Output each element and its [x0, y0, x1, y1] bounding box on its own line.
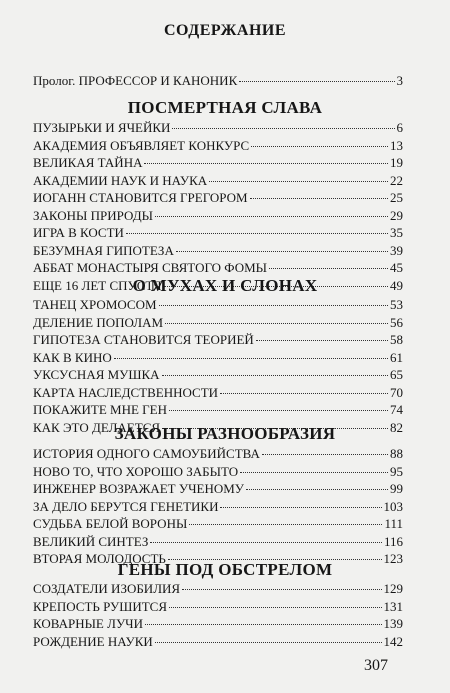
- entry-page: 123: [383, 551, 403, 566]
- entry-page: 65: [390, 367, 403, 382]
- dot-leader: [189, 524, 382, 525]
- toc-entry: [33, 445, 403, 463]
- entry-page: 129: [383, 581, 403, 596]
- entry-title: ЗАКОНЫ ПРИРОДЫ: [33, 207, 153, 223]
- dot-leader: [169, 607, 382, 608]
- entry-title: ИСТОРИЯ ОДНОГО САМОУБИЙСТВА: [33, 446, 260, 461]
- toc-title: СОДЕРЖАНИЕ: [163, 22, 287, 39]
- entry-page: 29: [390, 207, 403, 223]
- entry-page: 131: [383, 598, 403, 614]
- dot-leader: [114, 358, 388, 359]
- entry-title: АКАДЕМИИ НАУК И НАУКА: [33, 172, 208, 188]
- section-entries: [33, 296, 403, 436]
- entry-page: 13: [390, 137, 403, 153]
- toc-entry: [33, 154, 403, 172]
- dot-leader: [155, 642, 382, 643]
- toc-entry: [33, 119, 403, 137]
- entry-title: УКСУСНАЯ МУШКА: [33, 367, 160, 382]
- toc-entry: [33, 498, 403, 516]
- toc-entry: [33, 314, 403, 332]
- dot-leader: [162, 375, 388, 376]
- toc-entry: [33, 384, 403, 402]
- entry-page: 25: [390, 190, 403, 205]
- entry-page: 39: [390, 242, 403, 258]
- section-heading: ГЕНЫ ПОД ОБСТРЕЛОМ: [117, 560, 333, 579]
- entry-page: 88: [390, 446, 403, 461]
- dot-leader: [239, 81, 394, 82]
- entry-title: ПУЗЫРЬКИ И ЯЧЕЙКИ: [33, 120, 171, 135]
- dot-leader: [172, 128, 394, 129]
- entry-page: 56: [390, 314, 403, 330]
- dot-leader: [250, 198, 388, 199]
- entry-title: КРЕПОСТЬ РУШИТСЯ: [33, 598, 167, 614]
- entry-page: 45: [390, 260, 403, 275]
- entry-title: Пролог. ПРОФЕССОР И КАНОНИК: [33, 73, 238, 88]
- dot-leader: [150, 542, 382, 543]
- dot-leader: [165, 323, 388, 324]
- entry-title: ПОКАЖИТЕ МНЕ ГЕН: [33, 402, 167, 417]
- entry-page: 19: [390, 155, 403, 170]
- entry-title: ВЕЛИКИЙ СИНТЕЗ: [33, 533, 149, 549]
- toc-entry: [33, 259, 403, 277]
- entry-title: ГИПОТЕЗА СТАНОВИТСЯ ТЕОРИЕЙ: [33, 332, 254, 347]
- dot-leader: [155, 216, 388, 217]
- dot-leader: [145, 624, 382, 625]
- toc-entry: [33, 533, 403, 551]
- entry-title: СУДЬБА БЕЛОЙ ВОРОНЫ: [33, 516, 188, 531]
- entry-title: АББАТ МОНАСТЫРЯ СВЯТОГО ФОМЫ: [33, 260, 268, 275]
- entry-page: 49: [390, 277, 403, 293]
- dot-leader: [169, 410, 388, 411]
- entry-page: 53: [390, 297, 403, 312]
- toc-entry: [33, 615, 403, 633]
- entry-title: КОВАРНЫЕ ЛУЧИ: [33, 616, 143, 631]
- entry-title: ИОГАНН СТАНОВИТСЯ ГРЕГОРОМ: [33, 190, 248, 205]
- entry-title: СОЗДАТЕЛИ ИЗОБИЛИЯ: [33, 581, 181, 596]
- toc-entry: [33, 463, 403, 481]
- entry-page: 116: [383, 533, 403, 549]
- dot-leader: [251, 146, 388, 147]
- toc-entry: [33, 137, 403, 155]
- toc-entry: [33, 296, 403, 314]
- dot-leader: [176, 251, 388, 252]
- entry-page: 35: [390, 225, 403, 240]
- entry-page: 74: [390, 402, 403, 417]
- dot-leader: [240, 472, 388, 473]
- dot-leader: [269, 268, 388, 269]
- entry-title: ДЕЛЕНИЕ ПОПОЛАМ: [33, 314, 164, 330]
- entry-page: 103: [383, 498, 403, 514]
- dot-leader: [262, 454, 388, 455]
- entry-page: 82: [390, 419, 403, 435]
- dot-leader: [246, 489, 388, 490]
- entry-title: ИГРА В КОСТИ: [33, 225, 124, 240]
- toc-entry: [33, 224, 403, 242]
- dot-leader: [220, 507, 381, 508]
- entry-page: 139: [383, 616, 403, 631]
- toc-entry: [33, 189, 403, 207]
- section-heading: ЗАКОНЫ РАЗНООБРАЗИЯ: [114, 424, 336, 443]
- toc-entry: [33, 515, 403, 533]
- dot-leader: [144, 163, 388, 164]
- entry-title: АКАДЕМИЯ ОБЪЯВЛЯЕТ КОНКУРС: [33, 137, 250, 153]
- toc-entry: [33, 480, 403, 498]
- entry-title: ЕЩЕ 16 ЛЕТ СПУСТЯ: [33, 277, 162, 293]
- dot-leader: [256, 340, 388, 341]
- entry-title: КАК В КИНО: [33, 349, 112, 365]
- entry-title: ВЕЛИКАЯ ТАЙНА: [33, 155, 143, 170]
- dot-leader: [159, 305, 388, 306]
- toc-entry: [33, 580, 403, 598]
- entry-page: 111: [384, 516, 403, 531]
- section-heading: ПОСМЕРТНАЯ СЛАВА: [127, 98, 323, 117]
- entry-title: РОЖДЕНИЕ НАУКИ: [33, 633, 153, 649]
- toc-entry: [33, 366, 403, 384]
- entry-title: ЗА ДЕЛО БЕРУТСЯ ГЕНЕТИКИ: [33, 498, 219, 514]
- entry-title: КАК ЭТО ДЕЛАЕТСЯ: [33, 419, 161, 435]
- toc-entry: [33, 633, 403, 651]
- toc-entry: [33, 207, 403, 225]
- section-entries: [33, 119, 403, 294]
- section-heading: О МУХАХ И СЛОНАХ: [132, 276, 318, 295]
- entry-page: 61: [390, 349, 403, 365]
- page-number: 307: [364, 657, 388, 674]
- toc-entry: [33, 349, 403, 367]
- entry-title: НОВО ТО, ЧТО ХОРОШО ЗАБЫТО: [33, 463, 239, 479]
- entry-title: ВТОРАЯ МОЛОДОСТЬ: [33, 551, 166, 566]
- section-entries: [33, 580, 403, 650]
- entry-page: 99: [390, 481, 403, 496]
- entry-page: 58: [390, 332, 403, 347]
- section-entries: [33, 445, 403, 568]
- entry-title: ТАНЕЦ ХРОМОСОМ: [33, 297, 157, 312]
- toc-prolog-entry: [33, 72, 403, 90]
- entry-page: 70: [390, 384, 403, 400]
- entry-title: КАРТА НАСЛЕДСТВЕННОСТИ: [33, 384, 219, 400]
- entry-page: 22: [390, 172, 403, 188]
- dot-leader: [209, 181, 388, 182]
- toc-entry: [33, 242, 403, 260]
- entry-page: 142: [383, 633, 403, 649]
- toc-entry: [33, 172, 403, 190]
- entry-page: 3: [396, 73, 403, 88]
- entry-title: ИНЖЕНЕР ВОЗРАЖАЕТ УЧЕНОМУ: [33, 481, 245, 496]
- toc-entry: [33, 331, 403, 349]
- entry-page: 95: [390, 463, 403, 479]
- toc-entry: [33, 401, 403, 419]
- toc-entry: [33, 598, 403, 616]
- entry-title: БЕЗУМНАЯ ГИПОТЕЗА: [33, 242, 174, 258]
- dot-leader: [182, 589, 381, 590]
- dot-leader: [126, 233, 388, 234]
- entry-page: 6: [396, 120, 403, 135]
- dot-leader: [220, 393, 388, 394]
